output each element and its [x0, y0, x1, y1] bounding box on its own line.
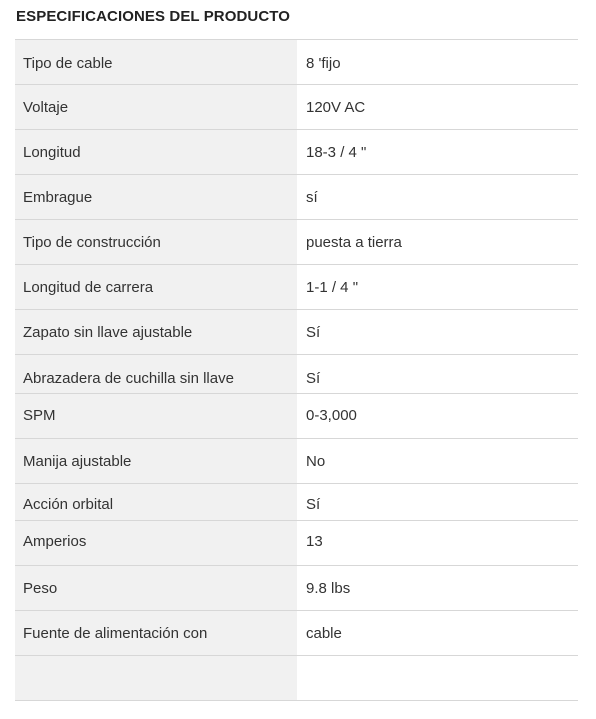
spec-label: Tipo de cable — [15, 40, 297, 85]
spec-value: 0-3,000 — [297, 394, 578, 439]
spec-label: Amperios — [15, 521, 297, 566]
spec-table — [15, 39, 578, 701]
spec-value: sí — [297, 175, 578, 220]
spec-section-title: ESPECIFICACIONES DEL PRODUCTO — [16, 8, 291, 25]
spec-value: Sí — [297, 484, 578, 521]
spec-value: 1-1 / 4 " — [297, 265, 578, 310]
spec-value: No — [297, 439, 578, 484]
spec-value: 13 — [297, 521, 578, 566]
spec-row-keyless-shoe — [15, 310, 578, 355]
spec-row-adjustable-handle — [15, 439, 578, 484]
spec-label: Tipo de construcción — [15, 220, 297, 265]
spec-row-length — [15, 130, 578, 175]
spec-label: Fuente de alimentación con — [15, 611, 297, 656]
spec-row-keyless-blade-clamp — [15, 355, 578, 394]
spec-label: Embrague — [15, 175, 297, 220]
spec-label: Manija ajustable — [15, 439, 297, 484]
spec-row-stroke-length — [15, 265, 578, 310]
spec-value: Sí — [297, 355, 578, 394]
spec-row-voltage — [15, 85, 578, 130]
spec-row-spm — [15, 394, 578, 439]
spec-label: Longitud — [15, 130, 297, 175]
spec-value: 18-3 / 4 " — [297, 130, 578, 175]
spec-value: 8 'fijo — [297, 40, 578, 85]
spec-value: Sí — [297, 310, 578, 355]
spec-label — [15, 656, 297, 701]
spec-row-clutch — [15, 175, 578, 220]
spec-value: 120V AC — [297, 85, 578, 130]
spec-label: SPM — [15, 394, 297, 439]
spec-label: Voltaje — [15, 85, 297, 130]
spec-row-cable-type — [15, 40, 578, 85]
spec-row-amperage — [15, 521, 578, 566]
spec-value — [297, 656, 578, 701]
spec-label: Peso — [15, 566, 297, 611]
spec-label: Acción orbital — [15, 484, 297, 521]
spec-row-orbital-action — [15, 484, 578, 521]
spec-row-power-source — [15, 611, 578, 656]
spec-label: Zapato sin llave ajustable — [15, 310, 297, 355]
spec-value: cable — [297, 611, 578, 656]
spec-row-weight — [15, 566, 578, 611]
spec-value: puesta a tierra — [297, 220, 578, 265]
spec-row-empty — [15, 656, 578, 701]
spec-value: 9.8 lbs — [297, 566, 578, 611]
spec-label: Abrazadera de cuchilla sin llave — [15, 355, 297, 394]
spec-row-construction-type — [15, 220, 578, 265]
spec-label: Longitud de carrera — [15, 265, 297, 310]
